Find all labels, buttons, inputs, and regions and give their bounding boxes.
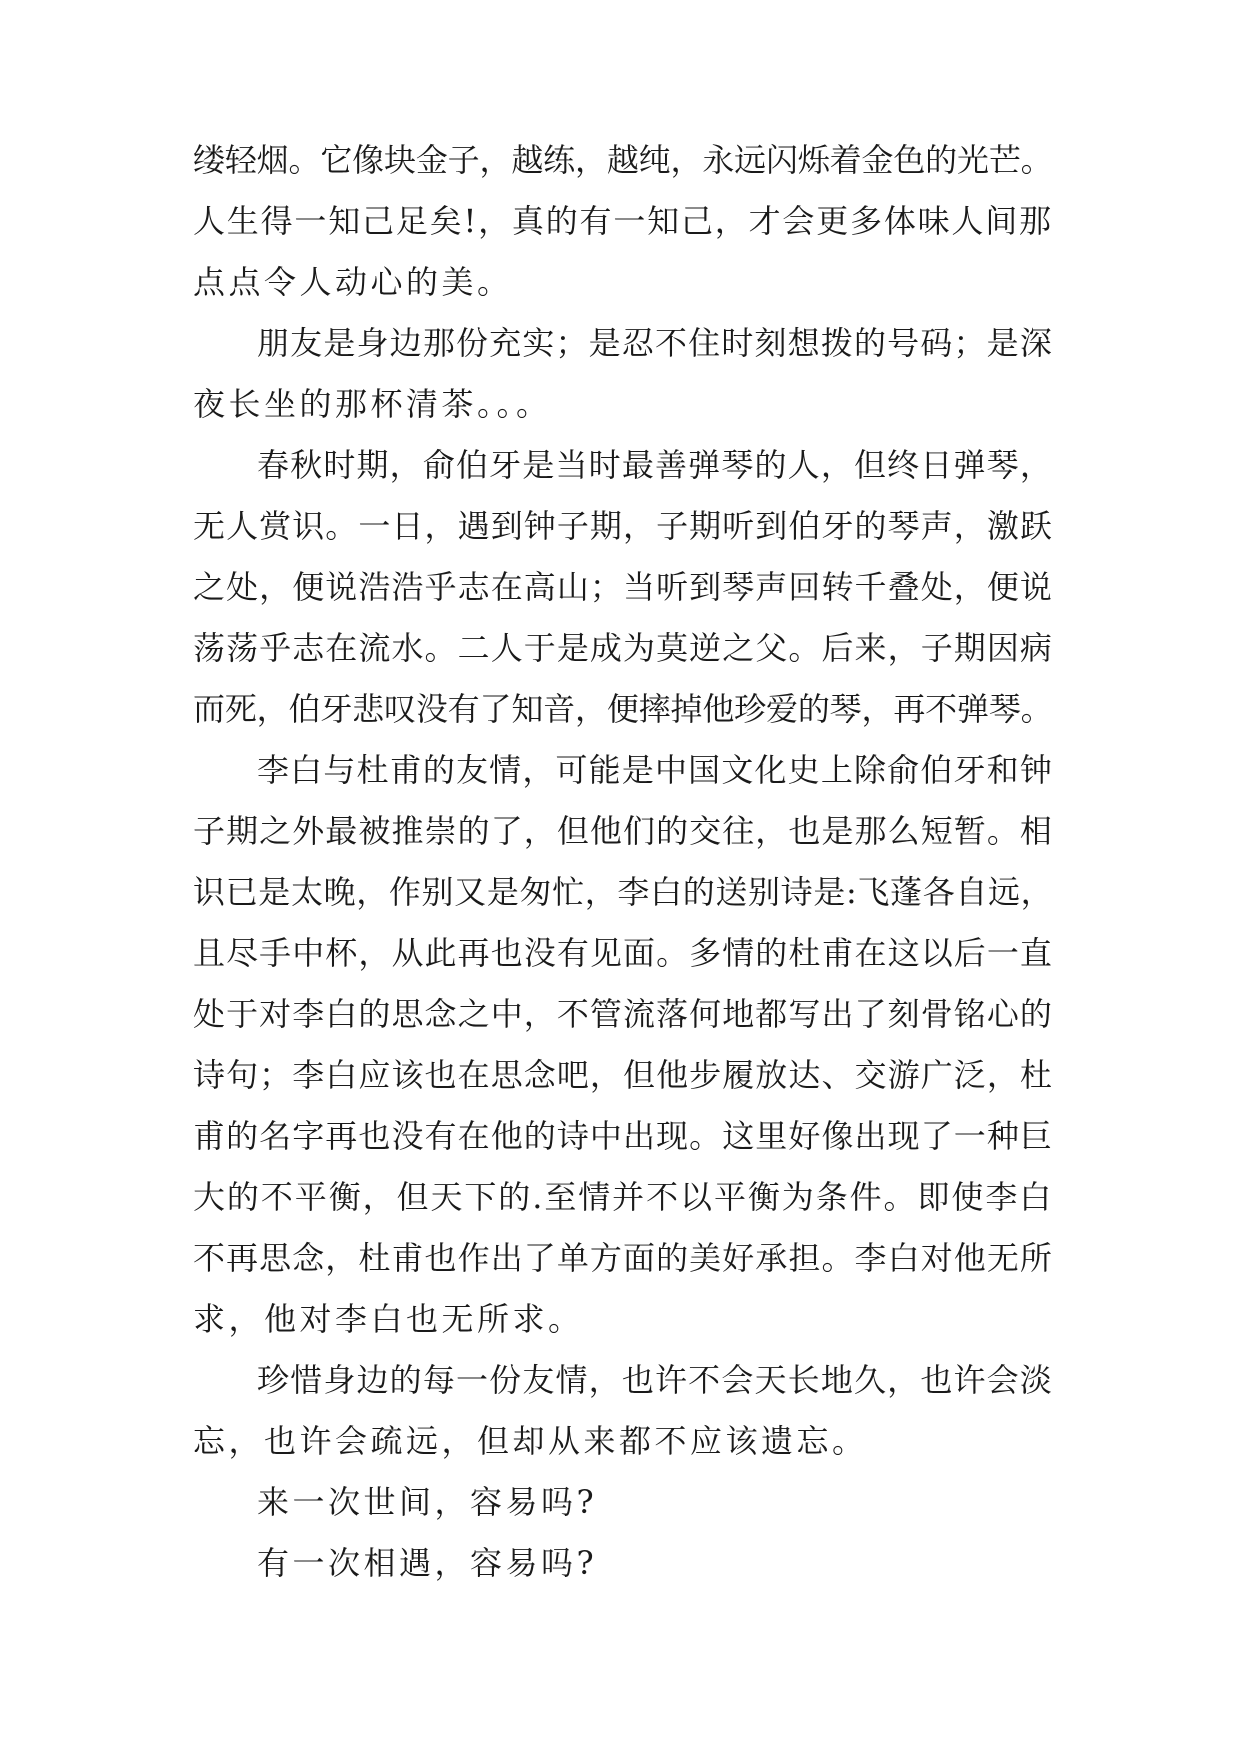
- text-line: 朋友是身边那份充实；是忍不住时刻想拨的号码；是深: [257, 324, 1054, 362]
- document-body: [193, 130, 1053, 1594]
- text-line: 甫的名字再也没有在他的诗中出现。这里好像出现了一种巨: [193, 1117, 1054, 1155]
- text-line: 夜长坐的那杯清茶。。。: [193, 385, 552, 423]
- text-line: 子期之外最被推崇的了，但他们的交往，也是那么短暂。相: [193, 812, 1054, 850]
- text-line: 缕轻烟。它像块金子，越练，越纯，永远闪烁着金色的光芒。: [193, 141, 1053, 179]
- text-line: 不再思念，杜甫也作出了单方面的美好承担。李白对他无所: [193, 1239, 1054, 1277]
- text-line: 荡荡乎志在流水。二人于是成为莫逆之父。后来，子期因病: [193, 629, 1054, 667]
- text-line: 人生得一知己足矣!，真的有一知己，才会更多体味人间那: [193, 202, 1053, 240]
- text-line: 来一次世间，容易吗?: [257, 1483, 598, 1521]
- text-line: 无人赏识。一日，遇到钟子期，子期听到伯牙的琴声，激跃: [193, 507, 1054, 545]
- text-line: 大的不平衡，但天下的.至情并不以平衡为条件。即使李白: [193, 1178, 1054, 1216]
- text-line: 处于对李白的思念之中，不管流落何地都写出了刻骨铭心的: [193, 995, 1054, 1033]
- text-line: 且尽手中杯，从此再也没有见面。多情的杜甫在这以后一直: [193, 934, 1054, 972]
- text-line: 李白与杜甫的友情，可能是中国文化史上除俞伯牙和钟: [257, 751, 1054, 789]
- text-line: 诗句；李白应该也在思念吧，但他步履放达、交游广泛，杜: [193, 1056, 1054, 1094]
- text-line: 点点令人动心的美。: [193, 263, 513, 301]
- text-line: 之处，便说浩浩乎志在高山；当听到琴声回转千叠处，便说: [193, 568, 1054, 606]
- text-line: 而死，伯牙悲叹没有了知音，便摔掉他珍爱的琴，再不弹琴。: [193, 690, 1053, 728]
- text-line: 春秋时期，俞伯牙是当时最善弹琴的人，但终日弹琴，: [257, 446, 1054, 484]
- text-line: 识已是太晚，作别又是匆忙，李白的送别诗是:飞蓬各自远，: [193, 873, 1054, 911]
- text-line: 有一次相遇，容易吗?: [257, 1544, 598, 1582]
- text-line: 珍惜身边的每一份友情，也许不会天长地久，也许会淡: [257, 1361, 1054, 1399]
- text-line: 求，他对李白也无所求。: [193, 1300, 584, 1338]
- text-line: 忘，也许会疏远，但却从来都不应该遗忘。: [193, 1422, 868, 1460]
